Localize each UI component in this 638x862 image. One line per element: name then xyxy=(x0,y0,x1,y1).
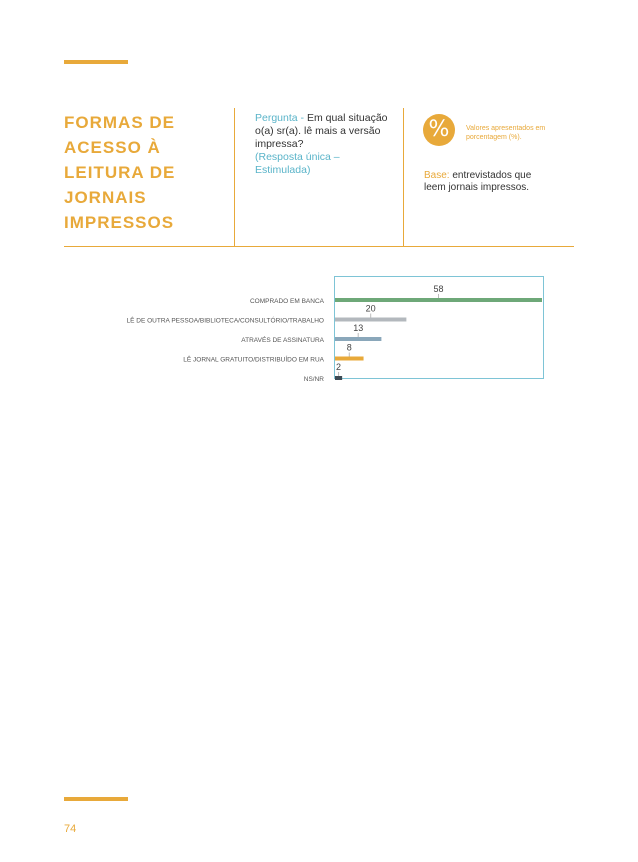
bottom-accent-bar xyxy=(64,797,128,801)
title-line-3: LEITURA DE xyxy=(64,163,176,182)
category-label-2: LÊ DE OUTRA PESSOA/BIBLIOTECA/CONSULTÓRIO/TRABALHO xyxy=(126,317,324,325)
percent-note: Valores apresentados em porcentagem (%). xyxy=(466,125,546,141)
bar-2 xyxy=(335,318,406,322)
question-note: (Resposta única – Estimulada) xyxy=(255,151,340,176)
bar-chart xyxy=(0,0,638,400)
bar-4 xyxy=(335,357,364,361)
category-label-4: LÊ JORNAL GRATUITO/DISTRIBUÍDO EM RUA xyxy=(183,356,324,364)
base-label: Base: xyxy=(424,170,453,181)
value-label-5: 2 xyxy=(336,362,342,372)
bar-1 xyxy=(335,298,542,302)
question-text: Em qual situação o(a) sr(a). lê mais a versão impressa? xyxy=(255,112,388,150)
value-label-1: 58 xyxy=(433,284,444,294)
percent-icon: % xyxy=(423,114,455,146)
value-label-3: 13 xyxy=(353,323,364,333)
title-line-1: FORMAS DE xyxy=(64,113,175,132)
title-line-4: JORNAIS xyxy=(64,188,147,207)
category-label-5: NS/NR xyxy=(303,376,324,383)
page-number: 74 xyxy=(64,823,77,835)
question-label: Pergunta - xyxy=(255,112,307,124)
category-label-1: COMPRADO EM BANCA xyxy=(249,298,324,305)
value-label-4: 8 xyxy=(346,342,352,353)
bar-3 xyxy=(335,337,381,341)
title-line-2: ACESSO À xyxy=(64,138,161,157)
bar-5 xyxy=(335,376,342,380)
title-line-5: IMPRESSOS xyxy=(64,213,175,232)
category-label-3: ATRAVÉS DE ASSINATURA xyxy=(241,337,324,344)
base-text: entrevistados que leem jornais impressos. xyxy=(424,170,532,193)
value-label-2: 20 xyxy=(365,303,376,314)
